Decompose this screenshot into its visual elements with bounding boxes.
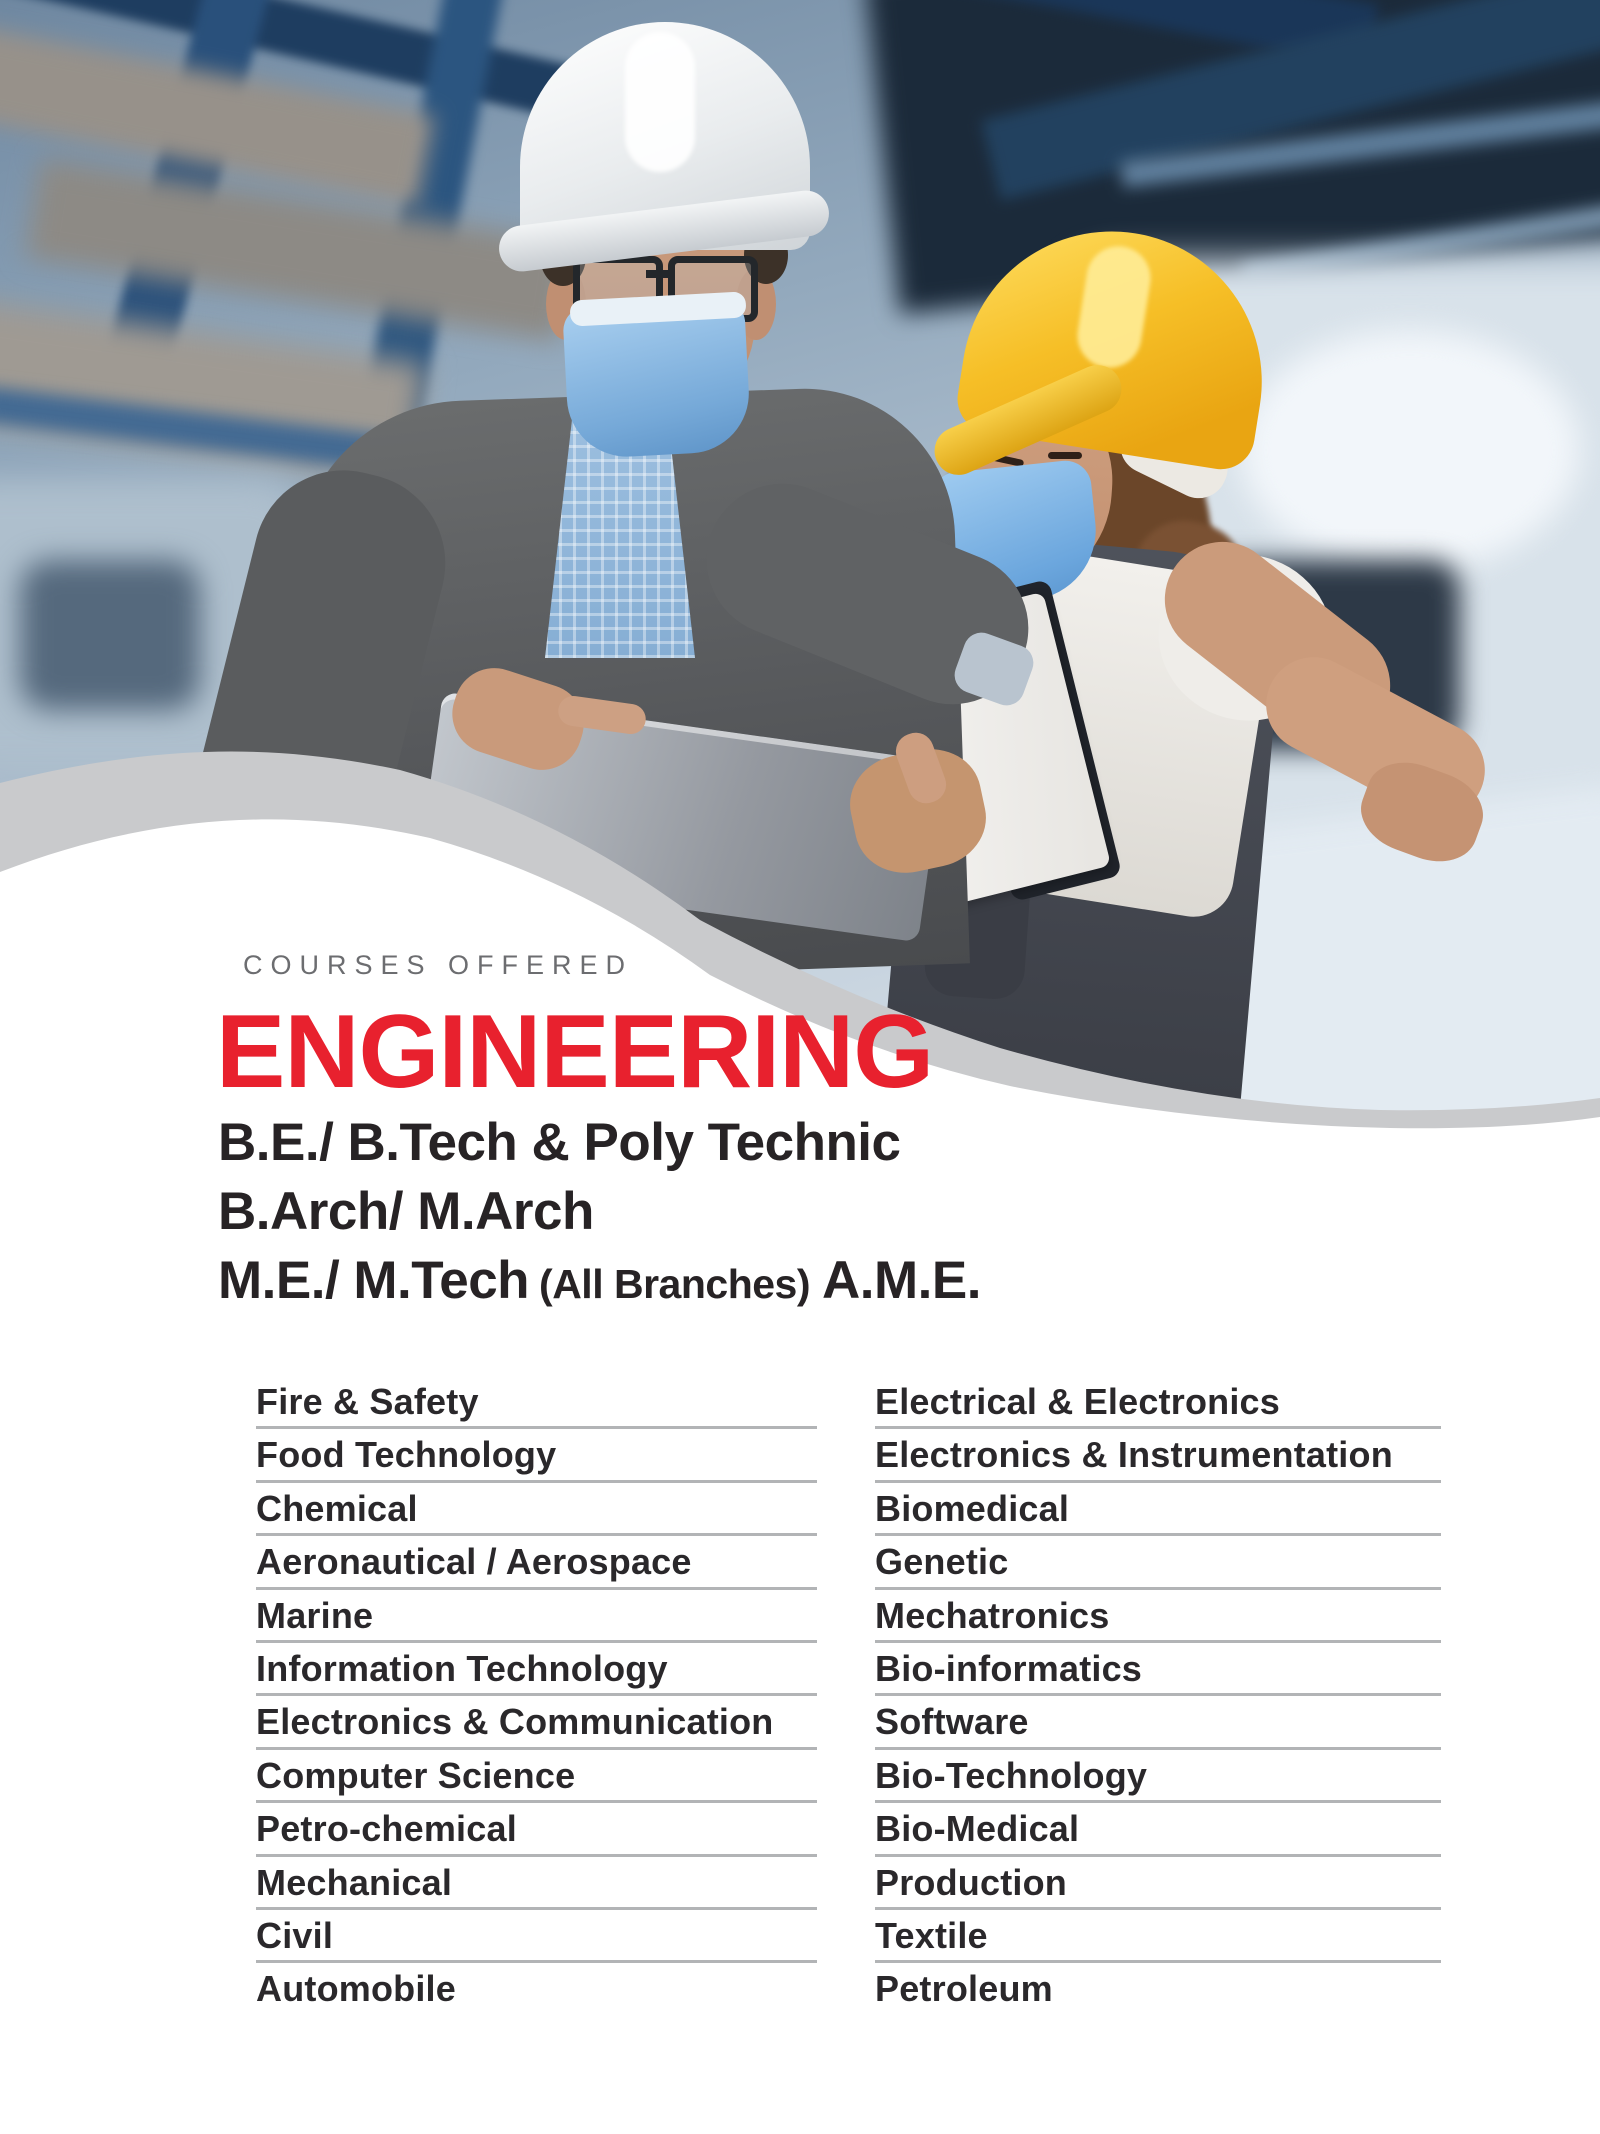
course-item: Computer Science bbox=[256, 1750, 817, 1803]
courses-column-right bbox=[875, 1376, 1441, 2017]
course-item: Mechanical bbox=[256, 1857, 817, 1910]
course-item: Production bbox=[875, 1857, 1441, 1910]
course-item: Textile bbox=[875, 1910, 1441, 1963]
subtitle-line3-suffix: A.M.E. bbox=[822, 1251, 981, 1310]
course-item: Petroleum bbox=[875, 1968, 1053, 2010]
course-item: Bio-Technology bbox=[875, 1750, 1441, 1803]
subtitle-line3 bbox=[218, 1246, 981, 1319]
section-label: COURSES OFFERED bbox=[243, 950, 634, 980]
degree-list bbox=[218, 1108, 981, 1319]
course-item: Information Technology bbox=[256, 1643, 817, 1696]
course-item: Software bbox=[875, 1696, 1441, 1749]
course-item: Aeronautical / Aerospace bbox=[256, 1536, 817, 1589]
page-title: ENGINEERING bbox=[216, 994, 934, 1110]
course-item: Bio-Medical bbox=[875, 1803, 1441, 1856]
course-item: Fire & Safety bbox=[256, 1376, 817, 1429]
course-item: Petro-chemical bbox=[256, 1803, 817, 1856]
course-item: Electrical & Electronics bbox=[875, 1376, 1441, 1429]
course-item: Electronics & Instrumentation bbox=[875, 1429, 1441, 1482]
course-item: Bio-informatics bbox=[875, 1643, 1441, 1696]
subtitle-line2: B.Arch/ M.Arch bbox=[218, 1182, 594, 1241]
subtitle-line3-note: (All Branches) bbox=[539, 1261, 810, 1307]
course-item: Biomedical bbox=[875, 1483, 1441, 1536]
subtitle-line3-main: M.E./ M.Tech bbox=[218, 1251, 530, 1310]
subtitle-line1: B.E./ B.Tech & Poly Technic bbox=[218, 1113, 901, 1172]
course-item: Genetic bbox=[875, 1536, 1441, 1589]
course-item: Marine bbox=[256, 1590, 817, 1643]
course-item: Automobile bbox=[256, 1968, 456, 2010]
courses-column-left bbox=[256, 1376, 817, 2017]
course-item: Electronics & Communication bbox=[256, 1696, 817, 1749]
course-item: Mechatronics bbox=[875, 1590, 1441, 1643]
course-item: Civil bbox=[256, 1910, 817, 1963]
course-item: Food Technology bbox=[256, 1429, 817, 1482]
course-item: Chemical bbox=[256, 1483, 817, 1536]
